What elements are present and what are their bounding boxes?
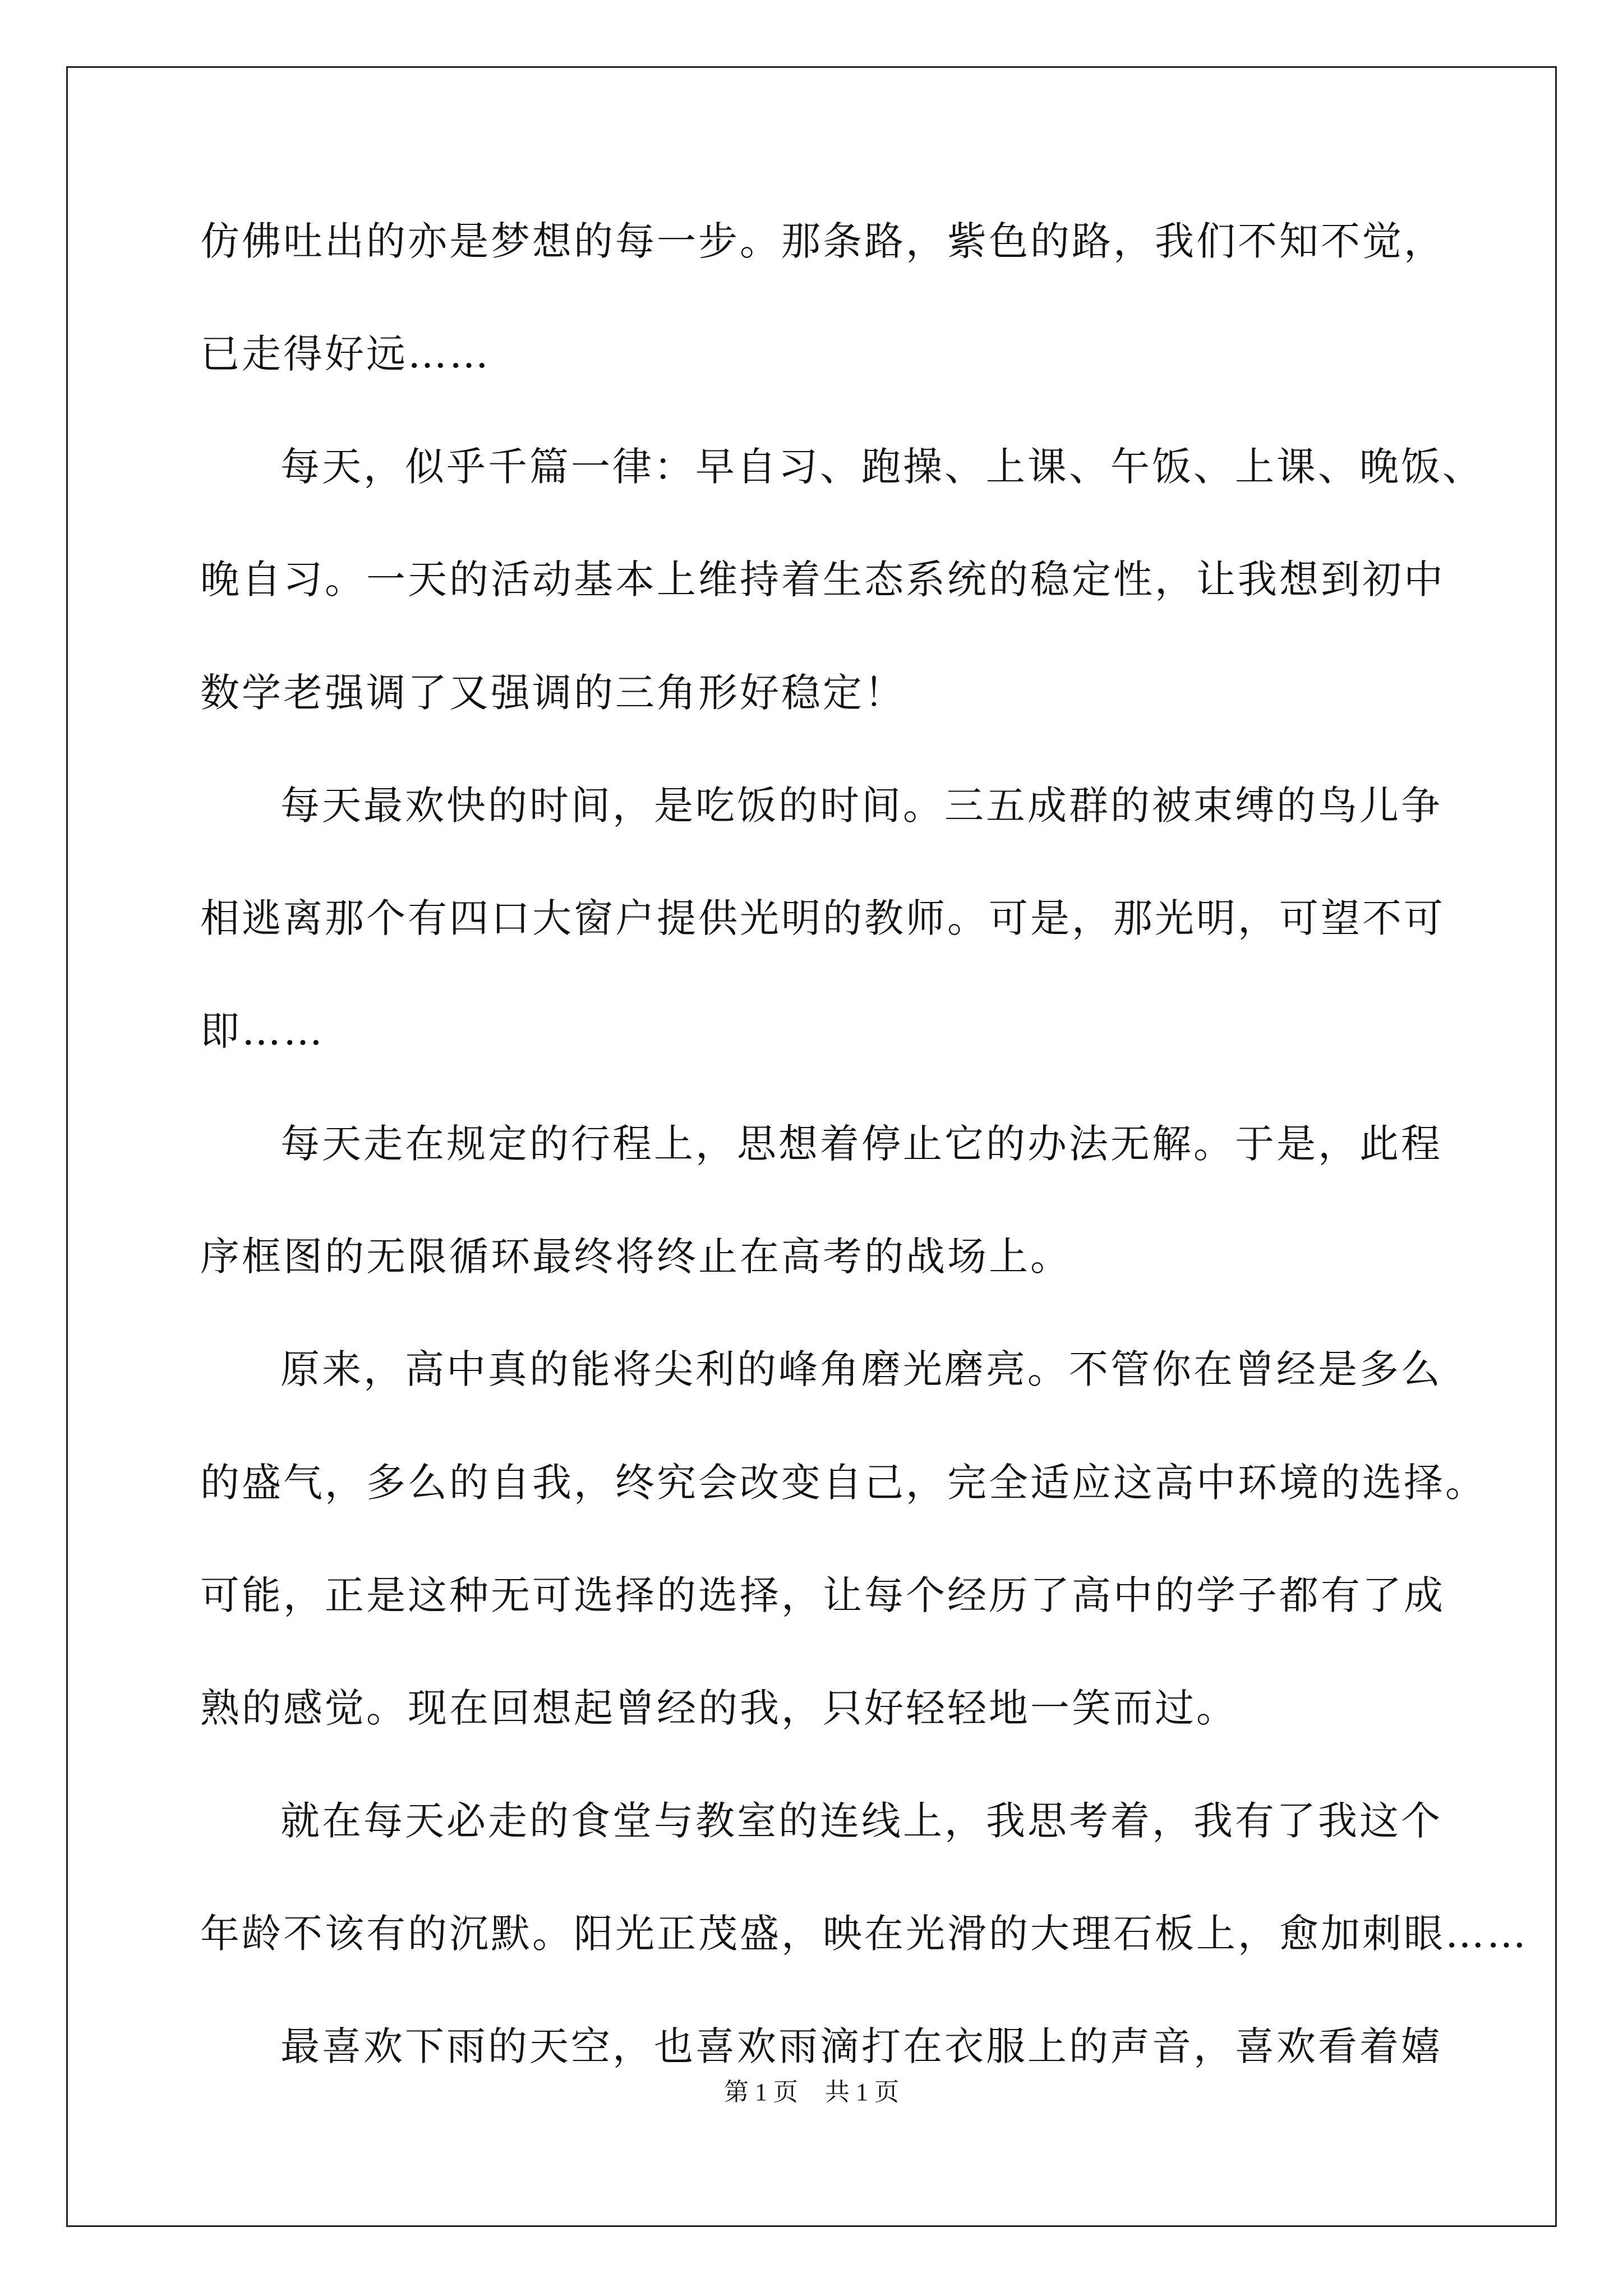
text-line: 已走得好远…… — [200, 331, 491, 377]
page-footer — [0, 2076, 1623, 2109]
text-line: 每天最欢快的时间，是吃饭的时间。三五成群的被束缚的鸟儿争 — [280, 783, 1442, 829]
text-line: 即…… — [200, 1008, 325, 1054]
text-line: 年龄不该有的沉默。阳光正茂盛，映在光滑的大理石板上，愈加刺眼…… — [200, 1911, 1528, 1957]
text-line: 每天走在规定的行程上，思想着停止它的办法无解。于是，此程 — [280, 1121, 1442, 1167]
page-number: 第 1 页 — [724, 2078, 798, 2106]
text-line: 原来，高中真的能将尖利的峰角磨光磨亮。不管你在曾经是多么 — [280, 1346, 1442, 1392]
text-line: 相逃离那个有四口大窗户提供光明的教师。可是，那光明，可望不可 — [200, 895, 1445, 941]
text-line: 晚自习。一天的活动基本上维持着生态系统的稳定性，让我想到初中 — [200, 556, 1445, 602]
text-line: 的盛气，多么的自我，终究会改变自己，完全适应这高中环境的选择。 — [200, 1460, 1487, 1506]
text-line: 可能，正是这种无可选择的选择，让每个经历了高中的学子都有了成 — [200, 1572, 1445, 1618]
page-total: 共 1 页 — [825, 2078, 899, 2106]
text-line: 数学老强调了又强调的三角形好稳定！ — [200, 670, 906, 716]
text-line: 序框图的无限循环最终将终止在高考的战场上。 — [200, 1234, 1072, 1280]
text-line: 每天，似乎千篇一律：早自习、跑操、上课、午饭、上课、晚饭、 — [280, 444, 1484, 490]
text-line: 就在每天必走的食堂与教室的连线上，我思考着，我有了我这个 — [280, 1798, 1442, 1844]
text-line: 仿佛吐出的亦是梦想的每一步。那条路，紫色的路，我们不知不觉， — [200, 218, 1445, 264]
text-line: 最喜欢下雨的天空，也喜欢雨滴打在衣服上的声音，喜欢看着嬉 — [280, 2023, 1442, 2069]
text-line: 熟的感觉。现在回想起曾经的我，只好轻轻地一笑而过。 — [200, 1685, 1238, 1731]
